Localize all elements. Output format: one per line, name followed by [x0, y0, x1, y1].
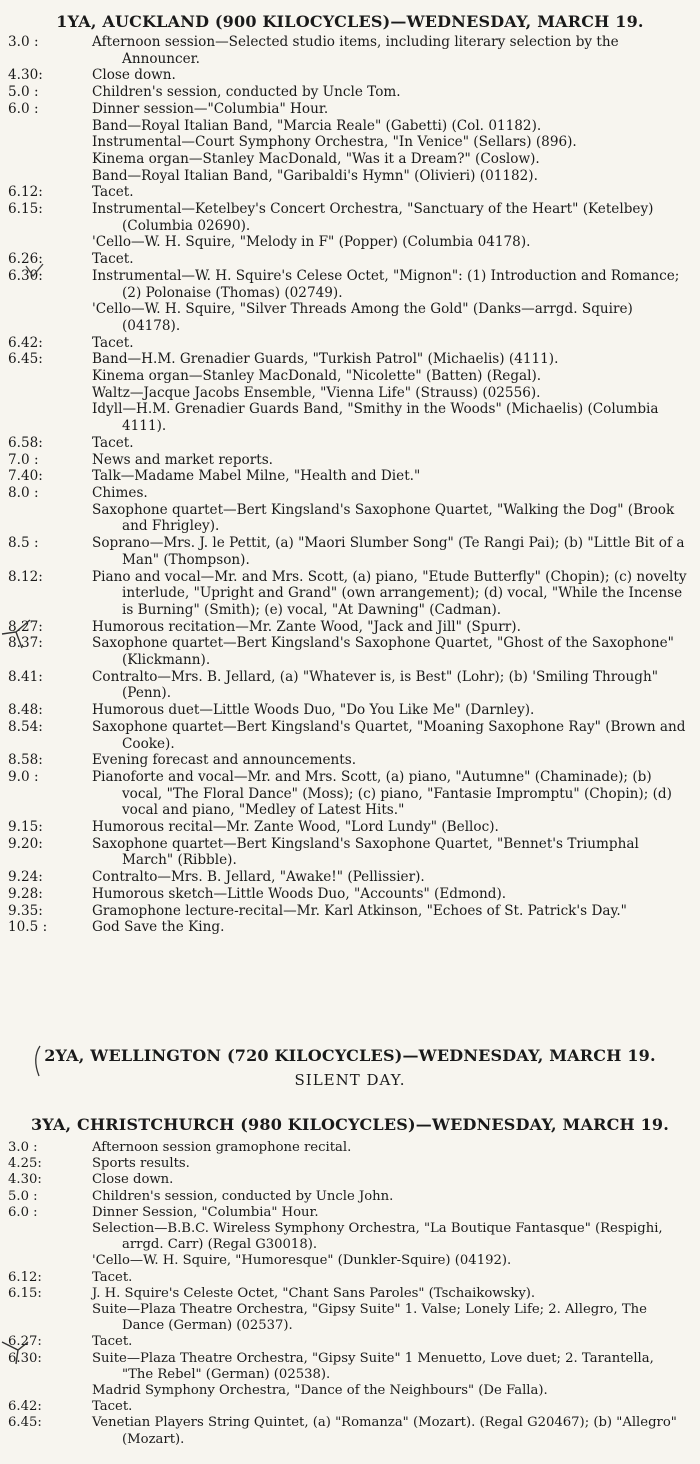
programme-text: Soprano—Mrs. J. le Pettit, (a) "Maori Slumber Song" (Te Rangi Pai); (b) "Little Bit of a Man" (Thompson). — [92, 535, 685, 568]
programme-text: Talk—Madame Mabel Milne, "Health and Diet." — [92, 468, 421, 485]
programme-item — [0, 635, 700, 668]
programme-text: Tacet. — [92, 184, 134, 201]
programme-item — [0, 769, 700, 819]
programme-time: 6.45: — [8, 351, 43, 368]
programme-time: 6.42: — [8, 334, 43, 351]
programme-item — [0, 535, 700, 568]
programme-item — [0, 1302, 700, 1334]
programme-text: Kinema organ—Stanley MacDonald, "Nicolette" (Batten) (Regal). — [92, 368, 542, 385]
programme-time: 9.0 : — [8, 768, 39, 785]
programme-item — [0, 168, 700, 185]
pencil-bracket-mark — [30, 1044, 44, 1078]
programme-text: Tacet. — [92, 1399, 133, 1415]
programme-text: Instrumental—W. H. Squire's Celese Octet, "Mignon": (1) Introduction and Romance; (2) Polonaise (Thomas) (02749). — [92, 267, 680, 301]
programme-text: Selection—B.B.C. Wireless Symphony Orchestra, "La Boutique Fantasque" (Respighi, arrgd. Carr) (Regal G30018). — [92, 1221, 663, 1253]
programme-text: Venetian Players String Quintet, (a) "Romanza" (Mozart). (Regal G20467); (b) "Allegro" (Mozart). — [92, 1415, 677, 1447]
programme-text: Dinner Session, "Columbia" Hour. — [92, 1204, 319, 1220]
programme-item — [0, 903, 700, 920]
programme-item — [0, 869, 700, 886]
programme-text: Waltz—Jacque Jacobs Ensemble, "Vienna Life" (Strauss) (02556). — [92, 384, 541, 401]
programme-text: Close down. — [92, 67, 176, 84]
programme-item — [0, 251, 700, 268]
programme-time: 8.5 : — [8, 535, 39, 552]
programme-item — [0, 385, 700, 402]
programme-time: 10.5 : — [8, 919, 48, 936]
programme-text: Saxophone quartet—Bert Kingsland's Saxophone Quartet, "Walking the Dog" (Brook and Fhrigley). — [92, 501, 675, 535]
programme-text: Close down. — [92, 1172, 174, 1188]
programme-item — [0, 101, 700, 118]
programme-time: 3.0 : — [8, 34, 39, 50]
programme-text: Suite—Plaza Theatre Orchestra, "Gipsy Suite" 1 Menuetto, Love duet; 2. Tarantella, "The Rebel" (German) (02538). — [92, 1350, 654, 1382]
programme-item — [0, 1270, 700, 1286]
section-3ya-programme — [0, 1140, 700, 1448]
programme-item — [0, 1383, 700, 1399]
programme-item — [0, 819, 700, 836]
pencil-tick-mark — [0, 616, 36, 650]
programme-item — [0, 1351, 700, 1383]
programme-time: 6.12: — [8, 1269, 42, 1285]
programme-text: Gramophone lecture-recital—Mr. Karl Atkinson, "Echoes of St. Patrick's Day." — [92, 902, 627, 919]
programme-item — [0, 502, 700, 535]
programme-item — [0, 1253, 700, 1269]
programme-text: Saxophone quartet—Bert Kingsland's Quartet, "Moaning Saxophone Ray" (Brown and Cooke). — [92, 718, 686, 752]
programme-time: 8.58: — [8, 752, 43, 769]
programme-text: Afternoon session—Selected studio items, including literary selection by the Announcer. — [92, 34, 619, 67]
programme-text: J. H. Squire's Celeste Octet, "Chant Sans Paroles" (Tschaikowsky). — [92, 1285, 536, 1301]
programme-item — [0, 1415, 700, 1447]
programme-text: 'Cello—W. H. Squire, "Melody in F" (Popper) (Columbia 04178). — [92, 234, 531, 251]
programme-time: 6.15: — [8, 1285, 42, 1301]
programme-text: Suite—Plaza Theatre Orchestra, "Gipsy Suite" 1. Valse; Lonely Life; 2. Allegro, The Dance (German) (02537). — [92, 1302, 647, 1334]
programme-time: 6.30: — [8, 1350, 42, 1366]
programme-time: 8.27: — [8, 618, 43, 635]
programme-text: Humorous recital—Mr. Zante Wood, "Lord Lundy" (Belloc). — [92, 819, 499, 836]
programme-item — [0, 351, 700, 368]
programme-text: Instrumental—Ketelbey's Concert Orchestra, "Sanctuary of the Heart" (Ketelbey) (Columbia 02690). — [92, 201, 654, 234]
programme-item — [0, 702, 700, 719]
programme-item — [0, 619, 700, 636]
programme-item — [0, 134, 700, 151]
programme-item — [0, 569, 700, 619]
programme-item — [0, 301, 700, 334]
programme-time: 7.0 : — [8, 451, 39, 468]
programme-text: Dinner session—"Columbia" Hour. — [92, 100, 329, 117]
programme-item — [0, 335, 700, 352]
programme-time: 3.0 : — [8, 1140, 38, 1155]
programme-text: Evening forecast and announcements. — [92, 752, 357, 769]
programme-item — [0, 669, 700, 702]
programme-item — [0, 1221, 700, 1253]
programme-text: News and market reports. — [92, 451, 273, 468]
programme-item — [0, 234, 700, 251]
programme-time: 6.15: — [8, 201, 43, 218]
programme-time: 9.24: — [8, 869, 43, 886]
pencil-tick-mark — [24, 262, 46, 282]
programme-text: Pianoforte and vocal—Mr. and Mrs. Scott, (a) piano, "Autumne" (Chaminade); (b) vocal, "The Floral Dance" (Moss); (c) piano, "Fantasie Impromptu" (Chopin); (d) vocal and piano, "Medley of Latest Hits." — [92, 768, 672, 819]
programme-item — [0, 1189, 700, 1205]
programme-item — [0, 1399, 700, 1415]
programme-text: Contralto—Mrs. B. Jellard, "Awake!" (Pellissier). — [92, 869, 425, 886]
programme-text: Contralto—Mrs. B. Jellard, (a) "Whatever is, is Best" (Lohr); (b) 'Smiling Through" (Penn). — [92, 668, 658, 702]
programme-text: Chimes. — [92, 484, 148, 501]
programme-text: Children's session, conducted by Uncle John. — [92, 1188, 394, 1204]
programme-time: 5.0 : — [8, 84, 39, 101]
programme-text: Band—Royal Italian Band, "Garibaldi's Hymn" (Olivieri) (01182). — [92, 167, 538, 184]
programme-text: Children's session, conducted by Uncle Tom. — [92, 84, 401, 101]
programme-item — [0, 1156, 700, 1172]
programme-time: 9.20: — [8, 835, 43, 852]
programme-time: 7.40: — [8, 468, 43, 485]
programme-time: 8.0 : — [8, 484, 39, 501]
programme-time: 6.42: — [8, 1399, 42, 1415]
programme-time: 8.12: — [8, 568, 43, 585]
programme-time: 9.35: — [8, 902, 43, 919]
programme-text: Saxophone quartet—Bert Kingsland's Saxophone Quartet, "Bennet's Triumphal March" (Ribble). — [92, 835, 639, 869]
programme-text: Tacet. — [92, 334, 134, 351]
programme-item — [0, 118, 700, 135]
programme-item — [0, 836, 700, 869]
programme-time: 8.37: — [8, 635, 43, 652]
programme-text: Sports results. — [92, 1156, 190, 1172]
programme-time: 6.0 : — [8, 1204, 38, 1220]
programme-item — [0, 184, 700, 201]
programme-item — [0, 268, 700, 301]
programme-item — [0, 1334, 700, 1350]
programme-item — [0, 67, 700, 84]
programme-time: 8.48: — [8, 702, 43, 719]
programme-text: Madrid Symphony Orchestra, "Dance of the Neighbours" (De Falla). — [92, 1383, 548, 1399]
pencil-tick-mark — [0, 1336, 36, 1366]
section-2ya-heading: 2YA, WELLINGTON (720 KILOCYCLES)—WEDNESDAY, MARCH 19. — [44, 1046, 656, 1065]
programme-item — [0, 1172, 700, 1188]
programme-text: Humorous recitation—Mr. Zante Wood, "Jack and Jill" (Spurr). — [92, 618, 521, 635]
programme-item — [0, 34, 700, 67]
programme-item — [0, 752, 700, 769]
programme-time: 9.28: — [8, 885, 43, 902]
programme-item — [0, 1286, 700, 1302]
programme-time: 6.27: — [8, 1334, 42, 1350]
section-2ya-status: SILENT DAY. — [294, 1071, 406, 1089]
programme-item — [0, 84, 700, 101]
programme-item — [0, 201, 700, 234]
programme-text: Idyll—H.M. Grenadier Guards Band, "Smithy in the Woods" (Michaelis) (Columbia 4111). — [92, 401, 659, 435]
programme-text: Tacet. — [92, 1334, 133, 1350]
programme-item — [0, 485, 700, 502]
programme-item — [0, 719, 700, 752]
programme-text: Tacet. — [92, 434, 134, 451]
programme-item — [0, 886, 700, 903]
programme-text: God Save the King. — [92, 919, 225, 936]
programme-item — [0, 435, 700, 452]
programme-time: 4.30: — [8, 1172, 42, 1188]
programme-time: 5.0 : — [8, 1188, 38, 1204]
programme-text: Band—H.M. Grenadier Guards, "Turkish Patrol" (Michaelis) (4111). — [92, 351, 559, 368]
programme-text: Tacet. — [92, 1269, 133, 1285]
programme-text: Humorous duet—Little Woods Duo, "Do You Like Me" (Darnley). — [92, 702, 535, 719]
programme-time: 4.25: — [8, 1156, 42, 1172]
programme-text: Piano and vocal—Mr. and Mrs. Scott, (a) piano, "Etude Butterfly" (Chopin); (c) novelty interlude, "Upright and Grand" (own arrangement); (d) vocal, "While the Incense is Burning" (Smith); (e) vocal, "At Dawning" (Cadman). — [92, 568, 687, 618]
programme-item — [0, 919, 700, 936]
programme-item — [0, 468, 700, 485]
programme-item — [0, 368, 700, 385]
section-1ya-heading: 1YA, AUCKLAND (900 KILOCYCLES)—WEDNESDAY, MARCH 19. — [56, 12, 644, 31]
programme-time: 6.58: — [8, 434, 43, 451]
section-1ya-programme — [0, 34, 700, 936]
programme-time: 6.30: — [8, 267, 43, 284]
programme-time: 6.0 : — [8, 100, 39, 117]
programme-text: Band—Royal Italian Band, "Marcia Reale" (Gabetti) (Col. 01182). — [92, 117, 542, 134]
programme-text: 'Cello—W. H. Squire, "Silver Threads Among the Gold" (Danks—arrgd. Squire) (04178). — [92, 301, 633, 334]
programme-time: 6.45: — [8, 1415, 42, 1431]
programme-time: 8.41: — [8, 668, 43, 685]
section-3ya-heading: 3YA, CHRISTCHURCH (980 KILOCYCLES)—WEDNESDAY, MARCH 19. — [30, 1115, 670, 1134]
programme-time: 8.54: — [8, 718, 43, 735]
programme-text: Tacet. — [92, 251, 134, 268]
programme-time: 6.12: — [8, 184, 43, 201]
programme-text: Humorous sketch—Little Woods Duo, "Accounts" (Edmond). — [92, 885, 507, 902]
programme-text: Instrumental—Court Symphony Orchestra, "In Venice" (Sellars) (896). — [92, 134, 577, 151]
programme-text: Saxophone quartet—Bert Kingsland's Saxophone Quartet, "Ghost of the Saxophone" (Klickmann). — [92, 635, 674, 669]
programme-time: 6.26: — [8, 251, 43, 268]
programme-item — [0, 1205, 700, 1221]
programme-time: 4.30: — [8, 67, 43, 84]
programme-item — [0, 401, 700, 434]
programme-item — [0, 452, 700, 469]
programme-text: Kinema organ—Stanley MacDonald, "Was it a Dream?" (Coslow). — [92, 150, 540, 167]
programme-text: 'Cello—W. H. Squire, "Humoresque" (Dunkler-Squire) (04192). — [92, 1253, 512, 1269]
programme-item — [0, 1140, 700, 1156]
programme-text: Afternoon session gramophone recital. — [92, 1140, 352, 1155]
programme-item — [0, 151, 700, 168]
programme-time: 9.15: — [8, 819, 43, 836]
